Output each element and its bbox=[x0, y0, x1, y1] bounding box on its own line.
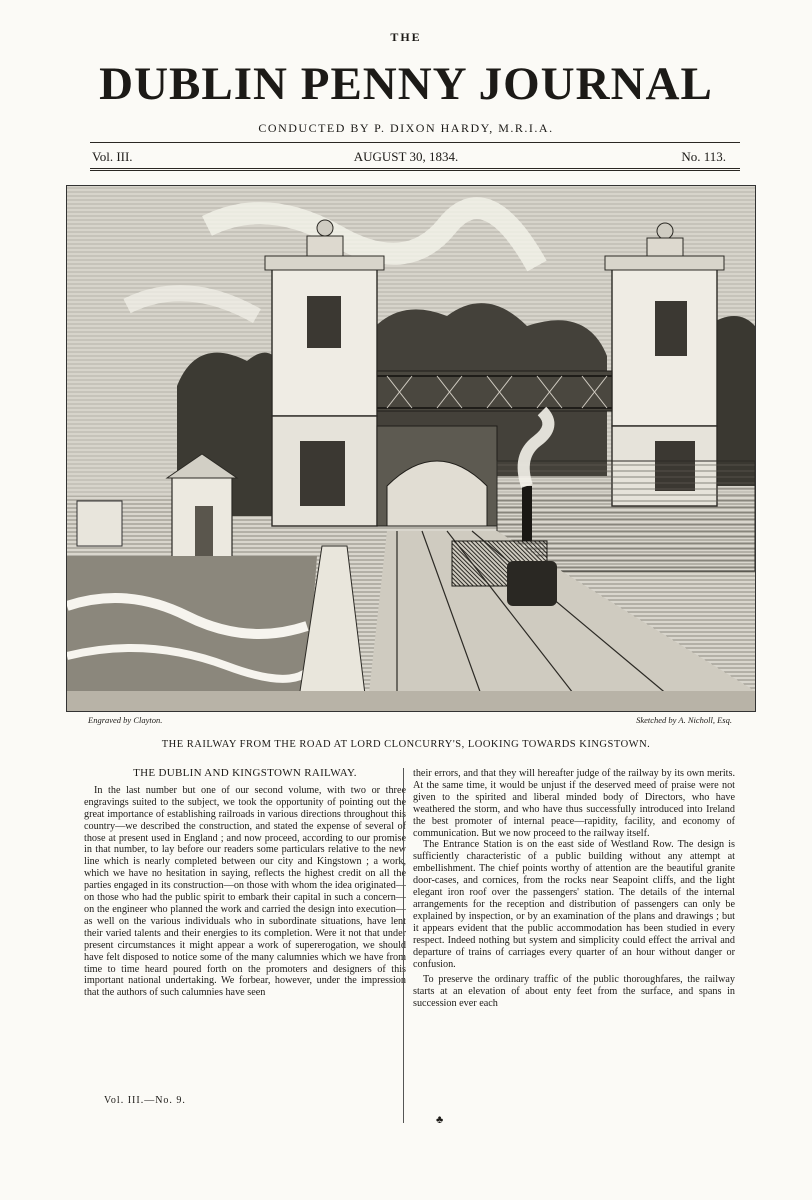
railway-engraving bbox=[66, 185, 756, 712]
article-paragraph: their errors, and that they will hereafter judge of the railway by its own merits. At the same time, it would be unjust if the deserved meed of praise were not given to the spirited and liberal minded body of Directors, who have weathered the storm, and who have thus successfully introduced into Ireland the best promoter of internal peace—rapidity, facility, and economy of communication. But we now proceed to the railway itself. bbox=[413, 768, 735, 839]
masthead-title: DUBLIN PENNY JOURNAL bbox=[99, 58, 713, 110]
masthead-rule-top bbox=[90, 142, 740, 143]
issue-number: No. 113. bbox=[681, 149, 726, 164]
page-end-mark: ♣ bbox=[436, 1114, 444, 1126]
article-paragraph: To preserve the ordinary traffic of the public thoroughfares, the railway starts at an elevation of about enty feet from the surface, and spans in succession ever each bbox=[413, 974, 735, 1010]
masthead-conducted-by: CONDUCTED BY P. DIXON HARDY, M.R.I.A. bbox=[258, 121, 554, 135]
article-paragraph: The Entrance Station is on the east side of Westland Row. The design is sufficiently characteristic of a public building without any attempt at embellishment. The chief points worthy of attention are the beautiful granite door-cases, and cornices, from the rocks near Seapoint cliffs, and the light elegant iron roof over the passengers' station. The details of the internal arrangements for the reception and distribution of passengers can only be explained by inspection, or by an examination of the plans and drawings ; but it appears evident that the public accommodation has been studied in every respect. Indeed nothing but system and simplicity could effect the arrival and departure of trains of carriages every quarter of an hour without danger or confusion. bbox=[413, 839, 735, 970]
illustration-caption: THE RAILWAY FROM THE ROAD AT LORD CLONCURRY'S, LOOKING TOWARDS KINGSTOWN. bbox=[161, 739, 651, 750]
volume-signature: Vol. III.—No. 9. bbox=[104, 1095, 186, 1106]
article-column-right bbox=[413, 768, 735, 1010]
column-divider bbox=[403, 768, 404, 1123]
article-paragraph: In the last number but one of our second volume, with two or three engravings suited to the subject, we took the opportunity of pointing out the great importance of establishing railroads in various directions throughout this country—we described the construction, and stated the expense of several of those at present used in England ; and now proceed, according to our promise in that number, to lay before our readers some particulars relative to the new line which is nearly completed between our city and Kingstown ; a work, which we have no hesitation in saying, reflects the highest credit on all the parties engaged in its construction—on those with whom the idea originated—on those who had the public spirit to embark their capital in such a concern—on the engineer who planned the work and carried the design into execution—as well on the various individuals who in subordinate situations, have lent their varied talents and their energies to its completion. Were it not that under present circumstances it might appear a work of supererogation, we should have felt disposed to notice some of the many calumnies which we have from time to time heard poured forth on the promoters and designers of this important national undertaking. We forbear, however, under the impression that the authors of such calumnies have seen bbox=[84, 784, 406, 999]
masthead-the: THE bbox=[390, 30, 422, 44]
railway-engraving-illustration bbox=[67, 186, 755, 711]
article-title: THE DUBLIN AND KINGSTOWN RAILWAY. bbox=[133, 767, 357, 779]
issue-date: AUGUST 30, 1834. bbox=[353, 149, 459, 164]
article-column-left bbox=[84, 768, 406, 999]
sketcher-credit: Sketched by A. Nicholl, Esq. bbox=[636, 715, 732, 725]
masthead-rule-bottom bbox=[90, 168, 740, 171]
engraver-credit: Engraved by Clayton. bbox=[88, 715, 163, 725]
issue-volume: Vol. III. bbox=[92, 149, 133, 164]
